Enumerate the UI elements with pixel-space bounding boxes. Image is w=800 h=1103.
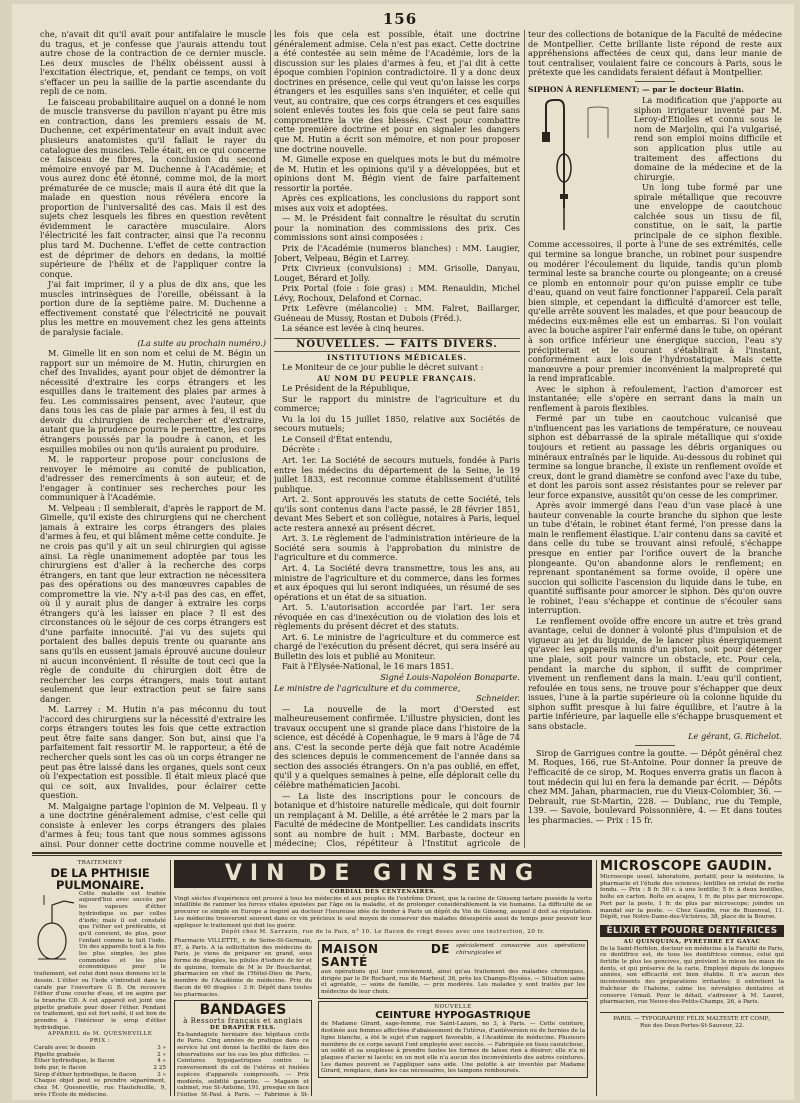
decree-line: Vu la loi du 15 juillet 1850, relative aux Sociétés de secours mutuels; bbox=[274, 413, 520, 434]
ad-title: MICROSCOPE GAUDIN. bbox=[600, 860, 773, 874]
ad-subtitle: spécialement consacrée aux opérations chirurgicales et bbox=[456, 942, 585, 956]
ad-body: Chaque objet peut se prendre séparément, chez M. Quesneville, rue Hautefeuille, 9, près l'École de médecine. bbox=[34, 1078, 166, 1096]
paragraph: Après ces explications, les conclusions du rapport sont mises aux voix et adoptées. bbox=[274, 193, 520, 213]
paragraph: Le renflement ovoïde offre encore un autre et très grand avantage, celui de donner à volonté plus d'impulsion et de vigueur au jet du liquide, de le lancer plus énergiquement qu'avec les appareils munis d'un piston, soit pour déterger une plaie, soit pour vaincre un obstacle, etc. Pour cela, pendant la marche du siphon, il suffit de comprimer vivement un renflement dans la main. L'eau qu'il contient, refoulée en tous sens, ne trouve pour s'échapper que deux issues, l'une à la partie supérieure où la colonne liquide du siphon suffit presque à lui faire équilibre, et l'autre à la partie inférieure, par laquelle elle s'échappe brusquement et sans obstacle. bbox=[528, 615, 782, 731]
prize-commission: Prix de l'Académie (numeros blanches) : MM. Laugier, Jobert, Velpeau, Bégin et Larrey. bbox=[274, 243, 520, 263]
prices-title: PRIX : bbox=[89, 1038, 111, 1045]
paragraph: J'ai fait imprimer, il y a plus de dix ans, que les muscles intrinsèques de l'oreille, obéissant à la portion dure de la septième paire. M. Duchenne a effectivement constaté que l'électricité ne pouvait plus les mettre en mouvement chez les gens atteints de paralysie faciale. bbox=[40, 279, 266, 337]
article: Art. 5. L'autorisation accordée par l'art. 1er sera révoquée en cas d'inexécution ou de violation des lois et règlements du présent décret et des statuts. bbox=[274, 602, 520, 632]
ad-body: Cette maladie est traitée aujourd'hui avec succès par les vapeurs d'éther hydriodique ou par celles d'iode; mais il est constaté que l'éther est préférable, et qu'il convient, de plus, pour l'enfant comme le fait l'iode. Un des appareils tout à la fois les plus simples, les plus commodes et les plus économiques pour le traitement, est celui dont nous donnons ici le dessin. L'éther ou l'iode s'introduit dans le carafe par l'ouverture G B. On recouvre l'éther d'une couche d'eau, et on aspire par la branche CD. A cet appareil est joint une pipette graduée pour doser l'éther. Pendant ce traitement, qui est fort usité, il est bon de prendre à l'intérieur le sirop d'éther hydriodique. bbox=[34, 890, 166, 1031]
news-item: — La liste des inscriptions pour le concours de botanique et d'histoire naturelle médicale, qui doit fournir un remplaçant à M. Delille, a été arrêtée le 2 mars par la Faculté de médecine de Montpellier. Les candidats inscrits sont au nombre de huit : MM. Barbaste, docteur en médecine; Clos, répétiteur à l'Institut agricole de bbox=[274, 790, 520, 848]
paragraph: M. Gimelle expose en quelques mots le but du mémoire de M. Hutin et les opinions qu'il y a développées, but et opinions dont M. Bégin vient de faire parfaitement ressortir la portée. bbox=[274, 154, 520, 193]
ad-subtitle: CORDIAL DES CENTENAIRES. bbox=[329, 889, 437, 895]
paragraph: Un long tube formé par une spirale métallique que recouvre une enveloppe de caoutchouc calchée sous un tissu de fil, constitue, on le sait, la partie principale de ce siphon flexible. Comme accessoires, il porte à l'une de ses extrémités, celle qui termine sa longue branche, un robinet pour suspendre ou modérer l'écoulement du liquide, tandis qu'un plomb terminal leste sa branche courte ou plongeante; on a creusé ce plomb en entonnoir pour qu'on puisse emplir ce tube d'eau, quand on veut faire fonctionner l'appareil. Cela paraît bien simple, et cependant la difficulté d'amorcer est telle, qu'elle arrête souvent les malades, et que pour beaucoup de médecins eux-mêmes elle est un embarras. Si l'on voulait avec la bouche aspirer l'air enfermé dans le tube, on opérant à son orifice inférieur une énergique succion, l'eau s'y précipiterait et le courant s'établirait à l'instant, conformément aux lois de l'hydrostatique. Mais cette manœuvre a pour premier inconvénient la malpropreté qui la rend impraticable. bbox=[528, 182, 782, 384]
price-row: Iode pur, le flacon 2 25 bbox=[34, 1064, 166, 1071]
notice: Sirop de Garrigues contre la goutte. — Dépôt général chez M. Roques, 166, rue St-Antoine. Pour donner la preuve de l'efficacité de ce sirop, M. Roques enverra gratis un flacon à tout médecin qui lui en fera la demande par écrit. — Dépôts chez MM. Jahan, pharmacien, rue du Vieux-Colombier, 36. — Debrault, rue St-Martin, 228. — Dublanc, rue du Temple, 139. — Savoie, boulevard Poissonnière, 4. — Et dans toutes les pharmacies. — Prix : 15 fr. bbox=[528, 747, 782, 825]
ad-title: MAISON DE SANTÉ bbox=[321, 941, 450, 969]
article: Art. 1er. La Société de secours mutuels, fondée à Paris entre les médecins du département de la Seine, le 19 juillet 1833, est reconnue comme établissement d'utilité publique. bbox=[274, 454, 520, 494]
column-divider bbox=[524, 30, 525, 848]
ad-body: Vingt siècles d'expérience ont prouvé à tous les médecins et aux peuples de l'extrême Orient, que la racine de Ginseng tartare possède la vertu infaillible de ranimer les forces vitales épuisées par l'âge ou la maladie, et de prolonger considérablement la vie humaine. La difficulté de se procurer ce simple en Europe a inspiré au docteur l'heureuse idée de fonder à Paris un dépôt du Vin de Ginseng, auquel il doit sa réputation. Les médecins trouveront souvent dans ce vin précieux le seul moyen de conserver des malades désespérés aussi de temps pour pouvoir leur appliquer le traitement qui doit les guérir. bbox=[174, 895, 592, 929]
siphon-illustration bbox=[528, 98, 628, 238]
column-1 bbox=[40, 30, 266, 848]
paragraph: M. Larrey : M. Hutin n'a pas méconnu du tout l'accord des chirurgiens sur la nécessité d'extraire les corps étrangers toutes les fois que cette extraction peut être faite sans danger. Son but, ainsi que l'a parfaitement fait ressortir M. le rapporteur, a été de rechercher quels sont les cas où un corps étranger ne peut pas être laissé dans les organes, quels sont ceux où l'expectation est possible. Il était mieux placé que qui ce soit, aux Invalides, pour éclairer cette question. bbox=[40, 704, 266, 801]
decree-line: Sur le rapport du ministre de l'agriculture et du commerce; bbox=[274, 393, 520, 414]
price-row: Sirop d'éther hydriodique, le flacon 3 » bbox=[34, 1071, 166, 1078]
ad-divider bbox=[170, 860, 171, 1096]
minister-line: Le ministre de l'agriculture et du commerce, bbox=[274, 682, 461, 693]
ad-banner: VIN DE GINSENG bbox=[174, 860, 592, 888]
ad-banner: ÉLIXIR ET POUDRE DENTIFRICES bbox=[600, 925, 784, 937]
price-row: Pipette graduée 2 » bbox=[34, 1051, 166, 1058]
prize-commission: Prix Portal (foie : foie gras) : MM. Renauldin, Michel Lévy, Rochoux, Delafond et Cornac. bbox=[274, 283, 520, 303]
paragraph: — M. le Président fait connaître le résultat du scrutin pour la nomination des commissions des prix. Ces commissions sont ainsi composées : bbox=[274, 213, 520, 243]
decree-line: Le Président de la République, bbox=[282, 383, 410, 394]
ad-maison-header bbox=[321, 943, 585, 969]
news-item: — La nouvelle de la mort d'Oersted est malheureusement confirmée. L'illustre physicien, dont les travaux occupent une si grande place dans l'histoire de la science, est décédé à Copenhague, le 9 mars à l'âge de 74 ans. C'est la seconde perte déjà que fait notre Académie des sciences depuis le commencement de l'année dans sa section des associés étrangers. On n'a pas oublié, en effet, qu'il y a quelques semaines à peine, elle déplorait celle du célèbre mathématicien Jacobi. bbox=[274, 703, 520, 791]
paragraph: M. Gimelle lit en son nom et celui de M. Bégin un rapport sur un mémoire de M. Hutin, chirurgien en chef des Invalides, ayant pour objet de démontrer la nécessité d'extraire les corps étrangers et les esquilles dans le traitement des plaies par armes à feu. Les commissaires pensent, avec l'auteur, que dans tous les cas de plaie par armes à feu, il est du devoir du chirurgien de rechercher et d'extraire, autant que la prudence pourra le permettre, les corps étrangers poussés par la poudre à canon, et les esquilles mobiles ou non qu'ils auraient pu produire. bbox=[40, 348, 266, 454]
paragraph: Après avoir immergé dans l'eau d'un vase placé à une hauteur convenable la courte branche du siphon que leste un tube d'étain, le robinet étant fermé, l'on presse dans la main le renflement élastique. L'air contenu dans sa cavité et dans celle du tube se trouvant ainsi refoulé, s'échappe presque en entier par l'orifice ouvert de la branche plongeante. Qu'on abandonne alors le renflement; en reprenant spontanément sa forme ovoïde, il opère une succion qui sollicite l'ascension du liquide dans le tube, en quantité suffisante pour amorcer le siphon. Dès qu'on ouvre le robinet, l'eau s'échappe et continue de s'écouler sans interruption. bbox=[528, 500, 782, 616]
subsection-title: INSTITUTIONS MÉDICALES. bbox=[327, 352, 467, 362]
ad-divider bbox=[596, 860, 597, 1096]
ad-subtitle: à Ressorts français et anglais bbox=[183, 1017, 303, 1026]
article: Art. 4. La Société devra transmettre, tous les ans, au ministre de l'agriculture et du commerce, dans les formes et aux époques qui lui seront indiquées, un résumé de ses opérations et un état de sa situation. bbox=[274, 562, 520, 602]
minister-name: Schneider. bbox=[476, 693, 520, 704]
paragraph: M. Velpeau : Il semblerait, d'après le rapport de M. Gimelle, qu'il existe des chirurgiens qui ne cherchent jamais à extraire les corps étrangers des plaies d'armes à feu, et qui blâment même cette conduite. Je ne crois pas qu'il y ait un seul chirurgien qui agisse ainsi. La règle unanimement adoptée par tous les chirurgiens est d'aller à la recherche des corps étrangers, en tant que leur extraction ne nécessitera pas des opérations ou des manœuvres capables de compromettre la vie. N'y a-t-il pas des cas, en effet, où il y aurait plus de danger à extraire les corps étrangers qu'à les laisser en place ? Il est des circonstances où le séjour de ces corps étrangers est d'une parfaite innocuité. J'ai vu des sujets qui portaient des balles depuis trente ou quarante ans sans qu'ils en eussent jamais éprouvé aucune douleur ni aucun inconvénient. Il résulte de tout ceci que la règle de conduite du chirurgien doit être de rechercher les corps étrangers, mais tout autant seulement que leur extraction peut se faire sans danger. bbox=[40, 502, 266, 704]
section-title: NOUVELLES. — FAITS DIVERS. bbox=[274, 338, 520, 352]
ad-title: DE LA PHTHISIE PULMONAIRE. bbox=[50, 865, 150, 892]
separator bbox=[635, 81, 675, 82]
apparatus-illustration bbox=[34, 891, 76, 969]
column-3 bbox=[528, 30, 782, 848]
paragraph: Le faisceau probabilitaire auquel on a donné le nom de muscle transverse du pavillon n'ayant pu être mis en contraction, dans les premiers essais de M. Duchenne, cet expérimentateur en avait induit avec plusieurs anatomistes qu'il fallait le rayer du catalogue des muscles. Telle était, en ce qui concerne ce faisceau de fibres, la conclusion du second mémoire envoyé par M. Duchenne à l'Académie; et vous aurez donc été étonné, comme moi, de la mort prématurée de ce muscle; mais il aura été dit que la malade en question nous révélera encore la proportion de l'universalité des cas. Mais il est des sujets chez lesquels les fibres en question revêtent évidemment le caractère musculaire. Alors l'électricité les fait contracter, ainsi que l'a reconnu plus tard M. Duchenne. L'effet de cette contraction est de déprimer de dehors en dedans, la moitié supérieure de l'hélix et de l'appliquer contre la conque. bbox=[40, 96, 266, 279]
paragraph: Fermé par un tube en caoutchouc vulcanisé que n'influencent pas les variations de température, ce nouveau siphon est débarrassé de la spirale métallique qui s'oxide toujours et retient au passage les débris organiques ou minéraux entraînés par le liquide. Au-dessous du robinet qui termine sa longue branche, il existe un renflement ovoïde et creux, dont le grand diamètre se confond avec l'axe du tube, et dont les parois sont assez résistantes pour se relever par leur force expansive, aussitôt qu'on cesse de les comprimer. bbox=[528, 413, 782, 500]
paragraph: Le Moniteur de ce jour publie le décret suivant : bbox=[282, 362, 484, 373]
paragraph: Avec le siphon à refoulement, l'action d'amorcer est instantanée; elle s'opère en serrant dans la main un renflement à parois flexibles. bbox=[528, 383, 782, 413]
printer-imprint bbox=[600, 1012, 784, 1029]
gerant-signature: Le gérant, G. Richelot. bbox=[688, 731, 782, 742]
ads-top-rule bbox=[32, 852, 782, 856]
ad-body: Ex-bandagiste herniaire des hôpitaux civils de Paris. Cinq années de pratique dans ce service lui ont donné la facilité de faire des observations sur les cas les plus difficiles. — Ceintures hypogastriques contre le renversement du col de l'utérus et foulées espèces d'appareils compressifs. — Prix modérés, solidité garantie. — Magasin et cabinet, rue St-Antoine, 191, presque en face l'église St-Paul, à Paris. — Fabrique à St- bbox=[177, 1031, 309, 1096]
ad-depot: Dépôt chez M. Sarrazin, rue de la Paix, n° 10. Le flacon de vingt doses avec une instruction, 20 fr. bbox=[221, 929, 545, 936]
article: Art. 2. Sont approuvés les statuts de cette Société, tels qu'ils sont contenus dans l'acte passé, le 28 février 1851, devant Mes Sebert et son collègue, notaires à Paris, lequel acte restera annexé au présent décret. bbox=[274, 494, 520, 533]
article: Art. 6. Le ministre de l'agriculture et du commerce est chargé de l'exécution du présent décret, qui sera inséré au Bulletin des lois et publié au Moniteur. bbox=[274, 631, 520, 661]
ad-vin-ginseng bbox=[174, 860, 592, 1096]
printer-line: Rue des Deux-Portes-St-Sauveur, 22. bbox=[639, 1022, 744, 1029]
price-list bbox=[34, 1045, 166, 1079]
ad-microscope bbox=[600, 860, 784, 1096]
ad-maison-sante bbox=[318, 940, 588, 999]
column-2 bbox=[274, 30, 520, 848]
signature: Signé Louis-Napoléon Bonaparte. bbox=[380, 672, 520, 682]
ad-phthisie bbox=[34, 860, 166, 1096]
price-row: Carafe avec le dessin 3 » bbox=[34, 1044, 166, 1051]
decree-line: Décrète : bbox=[282, 444, 321, 455]
ad-maker: DE DRAPIER FILS. bbox=[210, 1024, 276, 1031]
paragraph: M. le rapporteur propose pour conclusions de renvoyer le mémoire au comité de publication, d'adresser des remercîments à son auteur, et de l'engager à continuer ses recherches pour les communiquer à l'Académie. bbox=[40, 454, 266, 503]
page-number: 156 bbox=[382, 10, 418, 28]
paragraph: La séance est levée à cinq heures. bbox=[282, 323, 425, 334]
apparatus-label: APPAREIL de M. QUESNEVILLE bbox=[47, 1031, 153, 1038]
paragraph: La modification que j'apporte au siphon irrigateur inventé par M. Leroy-d'Etiolles et connu sous le nom de Marjolin, qui l'a vulgarisé, rend son emploi moins difficile et son application plus utile au traitement des affections du domaine de la médecine et de la chirurgie. bbox=[634, 95, 782, 182]
ad-bandages bbox=[174, 1000, 312, 1096]
ad-ceinture bbox=[318, 1001, 588, 1078]
separator bbox=[635, 745, 675, 746]
article: Art. 3. Le règlement de l'administration intérieure de la Société sera soumis à l'approbation du ministre de l'agriculture et du commerce. bbox=[274, 533, 520, 563]
ad-title: BANDAGES bbox=[199, 1002, 287, 1019]
ad-body: Microscope usuel, laboratoire, portatif, pour la médecine, la pharmacie et l'étude des sciences; lentilles en cristal de roche fondu. — Prix : 8 fr. 50 c. à une lentille; 5 fr. à deux lentilles, boîte en carton. Boîte en acajou, 1 fr. de plus par microscope. Port par la poste, 1 fr. de plus par microscope; joindre un mandat sur la poste. — Chez Gaudin, rue de Buzenval, 11. Dépôt, rue Notre-Dame-des-Victoires, 38, place de la Bourse. bbox=[600, 874, 784, 921]
prize-commission: Prix Lefèvre (mélancolie) : MM. Falret, Baillarger, Guéneau de Mussy, Rostan et Dubois (Fréd.). bbox=[274, 303, 520, 323]
article: Fait à l'Élysée-National, le 16 mars 1851. bbox=[282, 661, 454, 672]
ad-subtitle: AU QUINQUINA, PYRÈTHRE ET GAYAC bbox=[623, 938, 761, 945]
decree-line: Le Conseil d'État entendu, bbox=[282, 433, 393, 444]
paragraph: che, n'avait dit qu'il avait pour antifalaire le muscle du tragus, et je confesse que j'aurais attendu tout autre chose de la contraction de ce dernier muscle. Les deux muscles de l'hélix obéissent aussi à l'excitation électrique, et, pendant ce temps, on voit s'effacer un peu la saillie de la partie ascendante du repli de ce nom. bbox=[40, 30, 266, 97]
ad-villette: Pharmacie VILLETTE, r. de Seine-St-Germain, 87, à Paris. A la sollicitation des médecins de Paris, je viens de préparer en grand, sous forme de dragées, les pilules d'iodure de fer et de quinine, formule de M le Dr Bouchardat, pharmacien en chef de l'Hôtel-Dieu de Paris, membre de l'Académie de médecine. Prix du flacon de 60 dragées : 3 fr. Dépôt dans toutes les pharmacies. bbox=[174, 937, 312, 998]
printer-line: PARIS. — TYPOGRAPHIE FÉLIX MALTESTE ET COMP., bbox=[613, 1015, 771, 1022]
price-row: Éther hydriodique, le flacon 4 » bbox=[34, 1058, 166, 1065]
ad-subcolumn bbox=[318, 938, 588, 1096]
column-divider bbox=[270, 30, 271, 848]
ad-subcolumn bbox=[174, 938, 312, 1096]
ad-body: aux opérations qui leur conviennent, ainsi qu'au traitement des maladies chroniques, dirigée par le Dr Rochard, rue de Marbeuf, 36, près les Champs-Élysées. — Situation saine et agréable, — soins de famille, — prix modérés. Les malades y sont traités par les médecins de leur choix. bbox=[321, 968, 585, 996]
decree-heading: AU NOM DU PEUPLE FRANÇAIS. bbox=[317, 373, 477, 383]
paragraph: teur des collections de botanique de la Faculté de médecine de Montpellier. Cette brillante liste répond de reste aux appréhensions affectées de ceux qui, dans leur manie de tout centraliser, voulaient faire ce concours à Paris, sous le prétexte que les candidats feraient défaut à Montpellier. bbox=[528, 30, 782, 78]
paragraph: M. Malgaigne partage l'opinion de M. Velpeau. Il y a une doctrine généralement admise, c'est celle qui consiste à enlever les corps étrangers des plaies d'armes à feu; tous tant que nous sommes agissons ainsi. Pour donner cette doctrine comme nouvelle et bbox=[40, 800, 266, 848]
ad-title: CEINTURE HYPOGASTRIQUE bbox=[375, 1010, 531, 1022]
ad-kicker: NOUVELLE bbox=[434, 1003, 472, 1010]
article-title: SIPHON À RENFLEMENT; — par le docteur Blatin. bbox=[528, 84, 744, 94]
prize-commission: Prix Civrieux (convulsions) : MM. Grisolle, Danyau, Louget, Bérard et Jolly. bbox=[274, 263, 520, 283]
ad-columns bbox=[174, 938, 592, 1096]
to-be-continued: (La suite au prochain numéro.) bbox=[137, 337, 266, 348]
paragraph: les fois que cela est possible, était une doctrine généralement admise. Cela n'est pas exact. Cette doctrine a été contestée au sein même de l'Académie, lors de la discussion sur les plaies d'armes à feu, et j'ai dit à cette époque combien l'opinion contradictoire. Il y a donc deux doctrines en présence, celle qui veut qu'on laisse les corps étrangers et les esquilles sans s'en inquiéter, et celle qui veut, au contraire, que ces corps étrangers et ces esquilles soient enlevés toutes les fois que cela se peut faire sans compromettre la vie des blessés. C'est pour combattre cette première doctrine et pour en signaler les dangers que M. Hutin a écrit son mémoire, et non pour proposer une doctrine nouvelle. bbox=[274, 30, 520, 154]
ad-body: de Madame Girard, sage-femme, rue Saint-Lazare, no 3, à Paris. — Cette ceinture, destinée aux femmes affectées d'abaissement de l'utérus, d'antéversion ou de hernies de la ligne blanche, a été le sujet d'un rapport favorable, à l'Académie de médecine. Plusieurs membres de ce corps savant l'ont employée avec succès. — Fabriquée en tissu caoutchouc, un soldé et sa souplesse à prendre toutes les formes de laisse rien à désirer; elle n'a ni plaques d'acier ni lacets; en un mot elle n'a aucun des inconvénients des autres ceintures. Les dames peuvent se l'appliquer sans aide. Une pelotte à air inventée par Madame Girard, remplace, dans les cas nécessaires, les tampons remboursés. bbox=[321, 1021, 585, 1075]
ad-kicker: TRAITEMENT bbox=[77, 860, 123, 866]
ad-body: De la Saint-Herblon, docteur en médecine à la Faculté de Paris, ce dentifrice est, de tous les dentifrices connus, celui qui fortifie le plus les gencives, qui prévient le mieux les maux de dents, et qui préserve de la carie. Employé depuis de longues années, son efficacité est bien établie. Il n'a aucun des inconvénients des préparations irritantes; il entretient la fraîcheur de l'haleine, calme les névralgies dentaires et conserve l'émail. Pour le détail, s'adresser à M. Lauret, pharmacien, rue Neuve-des-Petits-Champs, 26, à Paris. bbox=[600, 945, 784, 1006]
